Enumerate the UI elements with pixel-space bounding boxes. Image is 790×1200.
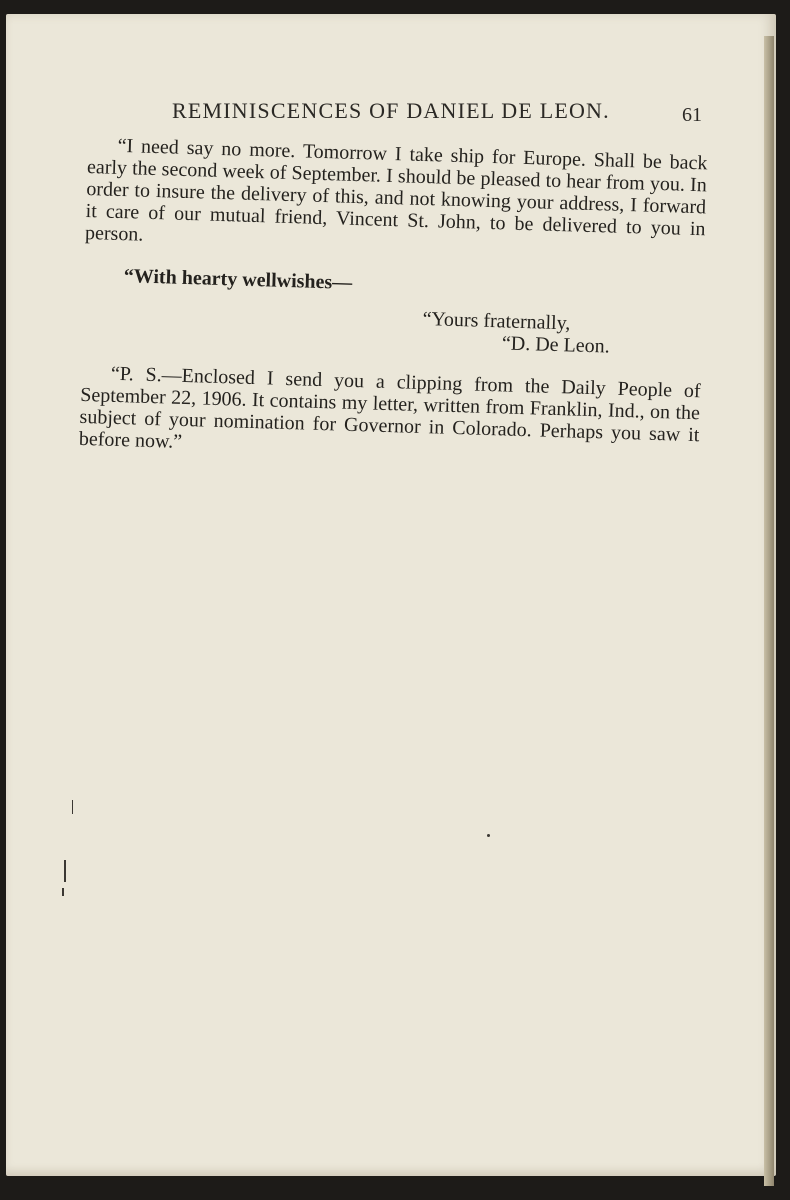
page-edge <box>764 36 774 1186</box>
postscript: “P. S.—Enclosed I send you a clipping from the Daily People of September 22, 1906. It contains my letter, written from Franklin, Ind., on the subject of your nomination for Governor in Colorado. Perhaps you saw it before now.” <box>78 362 701 453</box>
paper-speck <box>487 834 490 837</box>
letter-signature: “D. De Leon. <box>501 332 610 358</box>
letter-body <box>79 134 708 468</box>
page-header <box>172 98 702 132</box>
running-head: REMINISCENCES OF DANIEL DE LEON. <box>172 98 610 123</box>
page-number: 61 <box>682 104 702 126</box>
paper-speck <box>64 860 66 882</box>
paper-speck <box>62 888 64 896</box>
letter-closing: “Yours fraternally, <box>422 308 571 335</box>
letter-signoff: “With hearty wellwishes— <box>123 265 353 294</box>
letter-paragraph: “I need say no more. Tomorrow I take ship for Europe. Shall be back early the second week of September. I should be pleased to hear from you. In order to insure the delivery of this, and not knowing your address, I forward it care of our mutual friend, Vincent St. John, to be delivered to you in person. <box>84 134 708 246</box>
paper-speck <box>72 800 73 814</box>
